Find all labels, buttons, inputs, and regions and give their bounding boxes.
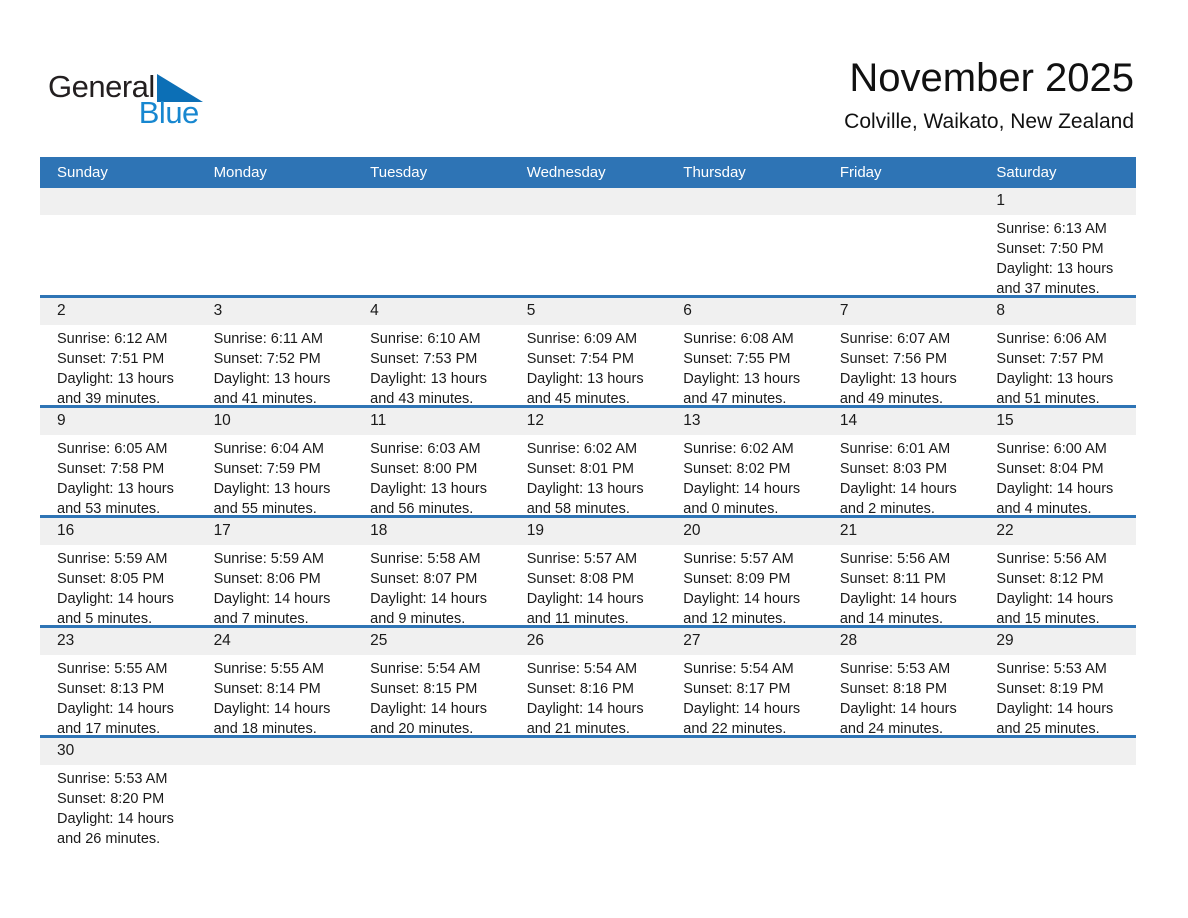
daylight-text: Daylight: 13 hours and 39 minutes. [57,371,174,405]
day-cell [353,628,510,735]
day-number-band [666,518,823,545]
sunrise-text: Sunrise: 5:54 AM [370,661,481,677]
day-details [197,435,354,515]
sunrise-text: Sunrise: 6:13 AM [996,221,1107,237]
daylight-text: Daylight: 14 hours and 7 minutes. [213,591,331,625]
day-details [979,435,1136,515]
sunrise-text: Sunrise: 5:54 AM [526,661,638,677]
day-number-band [197,628,354,655]
daylight-text: Daylight: 13 hours and 58 minutes. [526,481,644,515]
title-block [844,56,1134,136]
empty-day-cell [197,738,354,845]
day-number-band [823,298,980,325]
day-number-band [666,298,823,325]
empty-day-cell [353,188,510,295]
day-cell [197,298,354,405]
day-number: 22 [996,522,1014,539]
sunset-text: Sunset: 7:50 PM [996,241,1104,257]
day-number-band [40,408,197,435]
day-cell [40,518,197,625]
day-details [666,325,823,405]
day-number: 29 [996,632,1014,649]
day-number: 23 [57,632,75,649]
day-cell [979,628,1136,735]
sunrise-text: Sunrise: 6:05 AM [57,441,168,457]
sunrise-text: Sunrise: 6:09 AM [526,331,638,347]
daylight-text: Daylight: 14 hours and 25 minutes. [996,701,1114,735]
sunrise-text: Sunrise: 6:01 AM [839,441,951,457]
sunrise-text: Sunrise: 6:03 AM [370,441,481,457]
day-details [197,765,354,769]
week-row [40,735,1136,845]
general-blue-logo [48,69,203,130]
day-number: 6 [683,302,692,319]
week-row [40,295,1136,405]
sunrise-text: Sunrise: 5:55 AM [213,661,324,677]
sunset-text: Sunset: 8:02 PM [683,461,791,477]
empty-day-cell [666,738,823,845]
day-number-band [823,738,980,765]
day-number: 2 [57,302,66,319]
daylight-text: Daylight: 14 hours and 9 minutes. [370,591,488,625]
daylight-text: Daylight: 14 hours and 24 minutes. [839,701,957,735]
daylight-text: Daylight: 13 hours and 37 minutes. [996,261,1114,295]
day-number-band [823,628,980,655]
day-number-band [666,738,823,765]
day-details [40,545,197,625]
day-number: 19 [526,522,544,539]
sunset-text: Sunset: 8:04 PM [996,461,1104,477]
sunset-text: Sunset: 8:00 PM [370,461,478,477]
weekday-monday: Monday [213,164,267,181]
daylight-text: Daylight: 14 hours and 17 minutes. [57,701,174,735]
day-number: 13 [683,412,701,429]
sunset-text: Sunset: 8:12 PM [996,571,1104,587]
day-number-band [510,518,667,545]
day-details [353,545,510,625]
sunset-text: Sunset: 8:11 PM [839,571,946,587]
daylight-text: Daylight: 14 hours and 26 minutes. [57,811,174,845]
day-number-band [197,188,354,215]
sunset-text: Sunset: 8:08 PM [526,571,634,587]
day-cell [40,408,197,515]
day-details [353,435,510,515]
day-details [666,765,823,769]
week-row [40,405,1136,515]
day-cell [353,298,510,405]
day-number-band [510,188,667,215]
empty-day-cell [510,188,667,295]
sunrise-text: Sunrise: 5:56 AM [839,551,951,567]
day-details [666,215,823,219]
day-number: 15 [996,412,1014,429]
day-number-band [823,518,980,545]
sunrise-text: Sunrise: 6:00 AM [996,441,1107,457]
day-number: 1 [996,192,1006,209]
sunset-text: Sunset: 7:53 PM [370,351,478,367]
sunset-text: Sunset: 8:14 PM [213,681,321,697]
day-details [823,435,980,515]
day-cell [510,518,667,625]
day-number-band [823,188,980,215]
day-details [979,325,1136,405]
day-number-band [979,738,1136,765]
day-cell [197,408,354,515]
sunrise-text: Sunrise: 5:55 AM [57,661,168,677]
day-cell [979,188,1136,295]
daylight-text: Daylight: 14 hours and 18 minutes. [213,701,331,735]
day-cell [353,408,510,515]
sunset-text: Sunset: 8:13 PM [57,681,165,697]
daylight-text: Daylight: 14 hours and 14 minutes. [839,591,957,625]
day-number-band [197,408,354,435]
day-number: 16 [57,522,75,539]
day-cell [197,628,354,735]
week-row [40,625,1136,735]
day-details [823,655,980,735]
day-number-band [197,298,354,325]
sunrise-text: Sunrise: 6:08 AM [683,331,794,347]
day-details [40,325,197,405]
sunset-text: Sunset: 8:09 PM [683,571,791,587]
empty-day-cell [510,738,667,845]
empty-day-cell [979,738,1136,845]
day-cell [510,298,667,405]
day-number: 8 [996,302,1006,319]
calendar-grid [40,157,1136,845]
day-number: 17 [213,522,231,539]
day-number-band [666,628,823,655]
day-number-band [666,188,823,215]
sunset-text: Sunset: 7:54 PM [526,351,634,367]
empty-day-cell [40,188,197,295]
sunset-text: Sunset: 8:03 PM [839,461,948,477]
sunset-text: Sunset: 7:55 PM [683,351,791,367]
day-details [40,435,197,515]
day-number: 24 [213,632,231,649]
sunset-text: Sunset: 7:52 PM [213,351,321,367]
sunset-text: Sunset: 8:19 PM [996,681,1104,697]
sunset-text: Sunset: 7:57 PM [996,351,1104,367]
day-number-band [979,298,1136,325]
weekday-saturday: Saturday [996,164,1057,181]
sunrise-text: Sunrise: 6:04 AM [213,441,324,457]
sunrise-text: Sunrise: 6:02 AM [683,441,794,457]
sunrise-text: Sunrise: 6:12 AM [57,331,168,347]
day-details [823,325,980,405]
daylight-text: Daylight: 14 hours and 2 minutes. [839,481,957,515]
week-row [40,515,1136,625]
weekday-thursday: Thursday [683,164,746,181]
day-details [353,325,510,405]
daylight-text: Daylight: 14 hours and 4 minutes. [996,481,1114,515]
day-details [666,655,823,735]
day-number-band [40,738,197,765]
day-cell [510,628,667,735]
day-details [510,435,667,515]
day-cell [979,298,1136,405]
logo-text-general: General [48,69,155,104]
day-number-band [353,738,510,765]
day-details [823,545,980,625]
sunrise-text: Sunrise: 5:57 AM [526,551,638,567]
sunset-text: Sunset: 7:51 PM [57,351,165,367]
day-number-band [197,518,354,545]
weekday-header-row [40,157,1136,188]
calendar-weeks [40,188,1136,845]
day-number: 21 [839,522,858,539]
day-number-band [979,518,1136,545]
day-details [823,215,980,219]
day-number-band [510,628,667,655]
day-number-band [353,518,510,545]
empty-day-cell [197,188,354,295]
day-cell [666,298,823,405]
day-details [197,325,354,405]
day-number-band [510,408,667,435]
empty-day-cell [353,738,510,845]
daylight-text: Daylight: 13 hours and 47 minutes. [683,371,801,405]
day-details [353,215,510,219]
day-number: 14 [839,412,858,429]
sunset-text: Sunset: 8:06 PM [213,571,321,587]
daylight-text: Daylight: 13 hours and 53 minutes. [57,481,174,515]
day-number-band [40,298,197,325]
sunrise-text: Sunrise: 5:53 AM [57,771,168,787]
day-details [197,655,354,735]
empty-day-cell [823,188,980,295]
sunrise-text: Sunrise: 6:10 AM [370,331,481,347]
daylight-text: Daylight: 14 hours and 11 minutes. [526,591,644,625]
page-title: November 2025 [849,56,1134,100]
sunset-text: Sunset: 8:01 PM [526,461,634,477]
sunset-text: Sunset: 7:59 PM [213,461,321,477]
empty-day-cell [823,738,980,845]
daylight-text: Daylight: 13 hours and 55 minutes. [213,481,331,515]
day-cell [666,628,823,735]
daylight-text: Daylight: 13 hours and 41 minutes. [213,371,331,405]
day-details [979,215,1136,295]
day-number-band [979,188,1136,215]
day-details [353,765,510,769]
day-number: 25 [370,632,388,649]
sunset-text: Sunset: 8:15 PM [370,681,478,697]
day-number-band [353,188,510,215]
day-number-band [197,738,354,765]
day-cell [40,628,197,735]
day-cell [823,408,980,515]
sunrise-text: Sunrise: 5:59 AM [213,551,324,567]
day-details [510,325,667,405]
day-details [510,215,667,219]
sunrise-text: Sunrise: 5:59 AM [57,551,168,567]
day-details [666,545,823,625]
day-number: 4 [370,302,379,319]
day-cell [979,518,1136,625]
daylight-text: Daylight: 13 hours and 49 minutes. [839,371,957,405]
day-number-band [666,408,823,435]
weekday-sunday: Sunday [57,164,108,181]
day-details [823,765,980,769]
day-details [979,655,1136,735]
day-details [666,435,823,515]
day-details [510,765,667,769]
day-number-band [40,518,197,545]
day-number: 27 [683,632,701,649]
daylight-text: Daylight: 14 hours and 15 minutes. [996,591,1114,625]
sunrise-text: Sunrise: 5:56 AM [996,551,1107,567]
sunset-text: Sunset: 8:16 PM [526,681,634,697]
daylight-text: Daylight: 14 hours and 0 minutes. [683,481,801,515]
day-details [510,655,667,735]
day-cell [666,518,823,625]
day-number: 9 [57,412,66,429]
sunset-text: Sunset: 8:18 PM [839,681,948,697]
sunrise-text: Sunrise: 5:53 AM [996,661,1107,677]
day-details [979,765,1136,769]
day-details [979,545,1136,625]
day-number: 20 [683,522,701,539]
day-details [353,655,510,735]
day-number: 10 [213,412,231,429]
day-cell [353,518,510,625]
day-number: 5 [526,302,536,319]
day-number: 7 [839,302,849,319]
day-number: 28 [839,632,858,649]
daylight-text: Daylight: 14 hours and 21 minutes. [526,701,644,735]
daylight-text: Daylight: 13 hours and 43 minutes. [370,371,488,405]
day-details [40,765,197,845]
day-number-band [353,298,510,325]
daylight-text: Daylight: 14 hours and 20 minutes. [370,701,488,735]
daylight-text: Daylight: 14 hours and 22 minutes. [683,701,801,735]
day-number: 11 [370,412,387,429]
sunrise-text: Sunrise: 6:06 AM [996,331,1107,347]
day-number-band [979,408,1136,435]
empty-day-cell [666,188,823,295]
day-details [197,545,354,625]
weekday-tuesday: Tuesday [370,164,428,181]
day-cell [510,408,667,515]
day-cell [40,738,197,845]
sunset-text: Sunset: 7:56 PM [839,351,948,367]
week-row [40,188,1136,295]
day-cell [823,628,980,735]
day-number: 26 [526,632,544,649]
day-details [510,545,667,625]
sunset-text: Sunset: 8:05 PM [57,571,165,587]
day-cell [823,518,980,625]
day-number-band [353,628,510,655]
sunrise-text: Sunrise: 5:58 AM [370,551,481,567]
day-cell [979,408,1136,515]
day-number-band [823,408,980,435]
sunset-text: Sunset: 8:20 PM [57,791,165,807]
day-details [40,655,197,735]
sunset-text: Sunset: 7:58 PM [57,461,165,477]
day-cell [40,298,197,405]
day-number-band [40,188,197,215]
day-details [40,215,197,219]
sunset-text: Sunset: 8:07 PM [370,571,478,587]
sunrise-text: Sunrise: 6:11 AM [213,331,323,347]
day-number: 12 [526,412,544,429]
page-subtitle: Colville, Waikato, New Zealand [844,110,1134,133]
weekday-wednesday: Wednesday [526,164,606,181]
daylight-text: Daylight: 13 hours and 56 minutes. [370,481,488,515]
day-number-band [40,628,197,655]
logo-text-blue: Blue [138,95,199,130]
day-cell [666,408,823,515]
weekday-friday: Friday [839,164,882,181]
day-number-band [353,408,510,435]
day-number: 3 [213,302,223,319]
daylight-text: Daylight: 13 hours and 51 minutes. [996,371,1114,405]
day-number-band [510,738,667,765]
day-number-band [510,298,667,325]
sunrise-text: Sunrise: 5:57 AM [683,551,794,567]
day-cell [197,518,354,625]
day-details [197,215,354,219]
sunrise-text: Sunrise: 5:53 AM [839,661,951,677]
sunrise-text: Sunrise: 6:02 AM [526,441,638,457]
sunrise-text: Sunrise: 5:54 AM [683,661,794,677]
daylight-text: Daylight: 14 hours and 12 minutes. [683,591,801,625]
sunrise-text: Sunrise: 6:07 AM [839,331,951,347]
day-number: 30 [57,742,75,759]
daylight-text: Daylight: 14 hours and 5 minutes. [57,591,174,625]
day-cell [823,298,980,405]
daylight-text: Daylight: 13 hours and 45 minutes. [526,371,644,405]
day-number-band [979,628,1136,655]
day-number: 18 [370,522,388,539]
sunset-text: Sunset: 8:17 PM [683,681,791,697]
